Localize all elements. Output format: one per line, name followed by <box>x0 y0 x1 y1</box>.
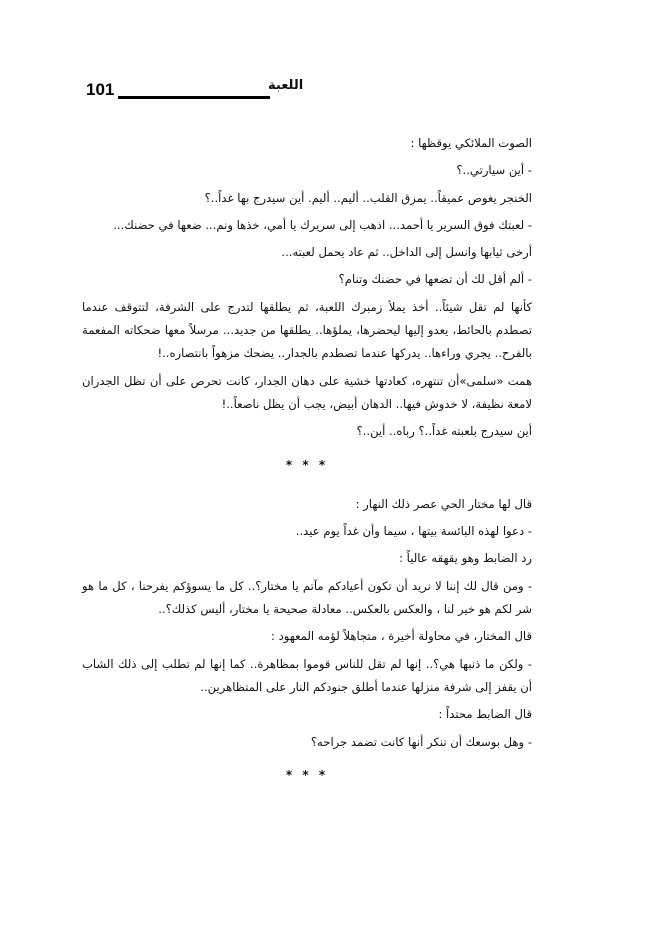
paragraph: قال الضابط محتداً : <box>438 707 532 722</box>
paragraph: - ولكن ما ذنبها هي؟.. إنها لم تقل للناس قوموا بمظاهرة.. كما إنها لم تطلب إلى ذلك الشاب أن يقفز إلى شرفة منزلها عندما أطلق جنودكم النار على المتظاهرين.. <box>82 656 532 694</box>
section-separator: * * * <box>285 457 329 472</box>
paragraph: - لعبتك فوق السرير يا أحمد... اذهب إلى سريرك يا أمي، خذها ونم... ضعها في حضنك... <box>113 217 532 232</box>
paragraph: رد الضابط وهو يقهقه عالياً : <box>399 551 532 566</box>
section-separator: * * * <box>285 767 329 782</box>
paragraph: - دعوا لهذه البائسة بيتها ، سيما وأن غداً يوم عيد.. <box>295 524 532 539</box>
paragraph: كأنها لم تقل شيئاً.. أخذ يملأ زمبرك اللعبة، ثم يطلقها لتدرج على الشرفة، لتتوقف عندما تصطدم بالحائط، يعدو إليها ليحضرها، يملؤها.. يطلقها من جديد... مرسلاً معها ضحكاته المفعمة بالفرح.. يجري وراءها.. يدركها عندما تصطدم بالجدار.. يضحك مزهواً بانتصاره..! <box>82 299 532 361</box>
header-rule <box>118 96 270 99</box>
paragraph: - ومن قال لك إننا لا نريد أن تكون أعيادكم مآتم يا مختار؟.. كل ما يسوؤكم يفرحنا ، كل ما هو شر لكم هو خير لنا ، والعكس بالعكس.. معادلة صحيحة يا مختار، أليس كذلك؟.. <box>82 578 532 617</box>
body-text <box>82 132 532 803</box>
paragraph: أين سيدرج بلعبته غداً..؟ رباه.. أين..؟ <box>356 424 532 439</box>
page-number: 101 <box>86 80 115 99</box>
paragraph: أرخى ثيابها وانسل إلى الداخل.. ثم عاد يحمل لعبته... <box>281 245 532 260</box>
paragraph: الصوت الملائكي يوقظها : <box>410 136 532 150</box>
paragraph: قال المختار، في محاولة أخيرة ، متجاهلاً لؤمه المعهود : <box>270 629 532 644</box>
paragraph: الخنجر يغوص عميقاً.. يمزق القلب.. أليم.. أليم. أين سيدرج بها غداً..؟ <box>204 190 532 205</box>
paragraph: - وهل بوسعك أن تنكر أنها كانت تضمد جراحه؟ <box>310 734 532 749</box>
paragraph: - أين سيارتي..؟ <box>456 163 532 178</box>
paragraph: همت «سلمى»أن تنتهره، كعادتها خشية على دهان الجدار، كانت تحرص على أن تظل الجدران لامعة نظيفة، لا خدوش فيها.. الدهان أبيض، يجب أن يظل ناصعاً..! <box>82 373 532 411</box>
paragraph: - ألم أقل لك أن تضعها في حضنك وتنام؟ <box>338 272 532 287</box>
running-title: اللعبة <box>268 78 304 93</box>
paragraph: قال لها مختار الحي عصر ذلك النهار : <box>355 496 532 511</box>
